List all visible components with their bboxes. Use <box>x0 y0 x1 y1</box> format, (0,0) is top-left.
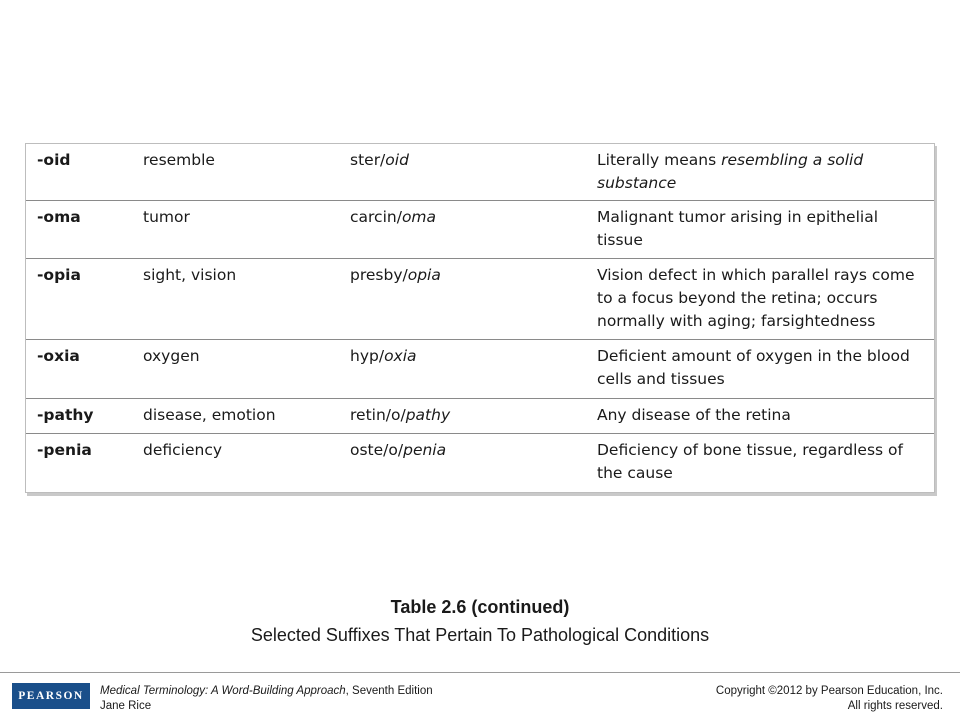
meaning-cell: sight, vision <box>143 258 350 339</box>
table-caption-title: Table 2.6 (continued) <box>390 597 570 617</box>
footer-book-info <box>100 684 433 714</box>
meaning-cell: deficiency <box>143 440 223 459</box>
example-cell <box>350 144 597 200</box>
example-suffix: opia <box>407 265 441 284</box>
example-root: presby/ <box>350 265 408 284</box>
definition-text: Literally means <box>597 151 722 169</box>
example-suffix: oxia <box>384 346 417 365</box>
table-caption-subtitle: Selected Suffixes That Pertain To Pathological Conditions <box>250 625 710 645</box>
example-suffix: oid <box>385 151 409 169</box>
logo-text: PEARSON <box>18 690 84 702</box>
suffix-table-container <box>25 143 935 493</box>
example-root: ster/ <box>350 151 386 169</box>
example-root: carcin/ <box>350 207 402 226</box>
book-edition: , Seventh Edition <box>345 685 433 697</box>
example-cell <box>350 339 597 398</box>
definition-cell <box>597 433 934 492</box>
suffix-cell: -penia <box>37 440 92 459</box>
meaning-cell: disease, emotion <box>143 398 350 433</box>
example-root: hyp/ <box>350 346 385 365</box>
suffix-cell: -opia <box>26 258 143 339</box>
definition-text: Vision defect in which parallel rays come to a focus beyond the retina; occurs normally with aging; farsightedness <box>597 265 915 330</box>
meaning-cell: tumor <box>143 200 350 258</box>
table-row <box>26 433 934 492</box>
table-row <box>26 258 934 339</box>
example-root: oste/o/ <box>350 440 404 459</box>
example-cell <box>350 258 597 339</box>
example-root: retin/o/ <box>350 405 406 424</box>
definition-text: Deficiency of bone tissue, regardless of the cause <box>597 440 903 482</box>
definition-cell <box>597 258 934 339</box>
example-suffix: oma <box>401 207 437 226</box>
example-cell <box>350 433 597 492</box>
table-row <box>26 339 934 398</box>
copyright-line: Copyright ©2012 by Pearson Education, Inc. <box>715 685 943 697</box>
pearson-logo <box>12 683 90 709</box>
definition-cell <box>597 398 934 433</box>
definition-italic-text: resembling a solid substance <box>597 151 864 192</box>
suffix-cell: -oma <box>26 200 143 258</box>
footer-copyright <box>716 684 943 714</box>
definition-text: Any disease of the retina <box>597 405 791 424</box>
table-row <box>26 200 934 258</box>
table-row <box>26 144 934 200</box>
suffix-cell: -oid <box>26 144 143 200</box>
suffix-table <box>26 144 934 492</box>
definition-cell <box>597 339 934 398</box>
meaning-cell: oxygen <box>143 339 350 398</box>
example-cell <box>350 200 597 258</box>
example-cell <box>350 398 597 433</box>
rights-line: All rights reserved. <box>847 700 943 712</box>
definition-cell <box>597 144 934 200</box>
book-title: Medical Terminology: A Word-Building Approach <box>100 685 346 697</box>
footer-divider <box>0 672 960 673</box>
footer-book-line <box>100 684 433 699</box>
suffix-cell: -pathy <box>26 398 143 433</box>
example-suffix: pathy <box>405 405 451 424</box>
definition-cell <box>597 200 934 258</box>
definition-text: Deficient amount of oxygen in the blood cells and tissues <box>597 346 910 388</box>
example-suffix: penia <box>403 440 447 459</box>
table-row <box>26 398 934 433</box>
book-author: Jane Rice <box>100 700 152 712</box>
meaning-cell: resemble <box>143 144 350 200</box>
suffix-cell: -oxia <box>26 339 143 398</box>
definition-text: Malignant tumor arising in epithelial tissue <box>597 207 878 249</box>
